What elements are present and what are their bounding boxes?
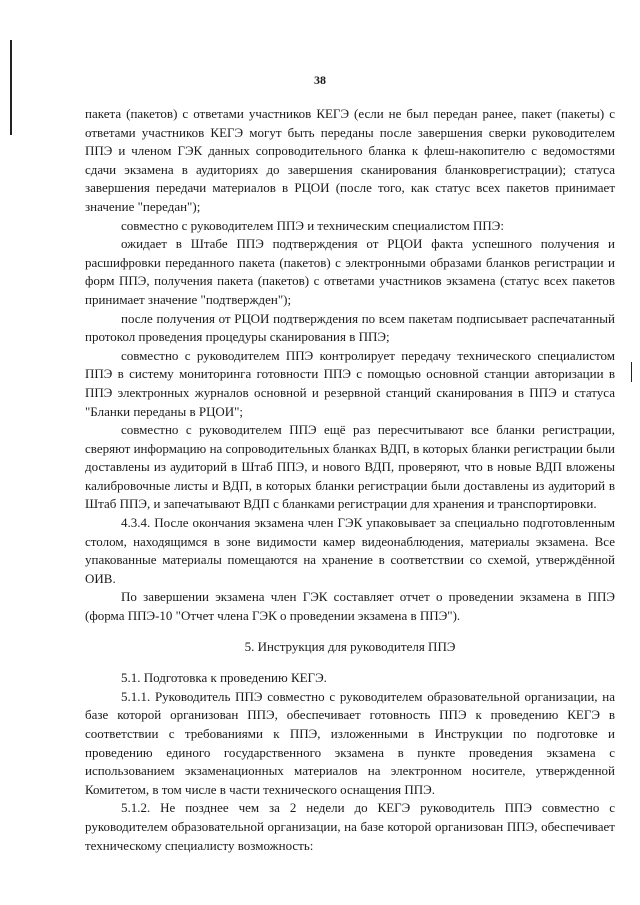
paragraph-5-1-1: 5.1.1. Руководитель ППЭ совместно с руководителем образовательной организации, на базе которой организован ППЭ, обеспечивает готовность ППЭ к проведению КЕГЭ в соответствии с требованиями к ППЭ, изложенными в Инструкции по подготовке и проведению единого государственного экзамена в пункте проведения экзамена с использованием экзаменационных материалов на электронном носителе, утвержденной Комитетом, в том числе в части технического оснащения ППЭ. [85, 688, 615, 797]
paragraph: По завершении экзамена член ГЭК составляет отчет о проведении экзамена в ППЭ (форма ППЭ-10 "Отчет члена ГЭК о проведении экзамена в ППЭ"). [85, 589, 615, 624]
paragraph-4-3-4: 4.3.4. После окончания экзамена член ГЭК упаковывает за специально подготовленным столом, находящимся в зоне видимости камер видеонаблюдения, материалы экзамена. Все упакованные материалы помещаются на хранение в соответствии со схемой, утверждённой ОИВ. [85, 515, 615, 586]
paragraph: после получения от РЦОИ подтверждения по всем пакетам подписывает распечатанный протокол проведения процедуры сканирования в ППЭ; [85, 310, 615, 345]
section-heading: 5. Инструкция для руководителя ППЭ [244, 638, 456, 654]
paragraph: совместно с руководителем ППЭ контролирует передачу технического специалистом ППЭ в систему мониторинга готовности ППЭ с помощью основной станции авторизации в ППЭ электронных журналов основной и резервной станций сканирования в ППЭ и статуса "Бланки переданы в РЦОИ"; [85, 347, 615, 419]
subsection-heading-5-1: 5.1. Подготовка к проведению КЕГЭ. [121, 670, 327, 686]
right-margin-mark [631, 362, 632, 382]
paragraph-5-1-2: 5.1.2. Не позднее чем за 2 недели до КЕГЭ руководитель ППЭ совместно с руководителем образовательной организации, на базе которой организован ППЭ, обеспечивает техническому специалисту возможность: [85, 800, 615, 853]
paragraph-continuation: пакета (пакетов) с ответами участников КЕГЭ (если не был передан ранее, пакет (пакеты) с ответами участников КЕГЭ могут быть переданы после завершения сверки руководителем ППЭ и членом ГЭК данных сопроводительного бланка к флеш-накопителю с ведомостями сдачи экзамена в аудиториях до завершения сканирования бланковрегистрации); статуса завершения передачи материалов в РЦОИ (после того, как статус всех пакетов принимает значение "передан"); [85, 106, 615, 214]
paragraph: ожидает в Штабе ППЭ подтверждения от РЦОИ факта успешного получения и расшифровки переданного пакета (пакетов) с электронными образами бланков регистрации и форм ППЭ, получения пакета (пакетов) с ответами участников экзамена (статус всех пакетов принимает значение "подтвержден"); [85, 236, 615, 307]
paragraph: совместно с руководителем ППЭ ещё раз пересчитывают все бланки регистрации, сверяют информацию на сопроводительных бланках ВДП, в которых бланки регистрации были доставлены из аудиторий в Штаб ППЭ, и нового ВДП, проверяют, что в новые ВДП вложены калибровочные листы и ВДП, в которых бланки регистрации были доставлены из аудиторий в Штаб ППЭ, и запечатывают ВДП с бланками регистрации для хранения и транспортировки. [85, 422, 615, 512]
document-body [85, 105, 615, 855]
paragraph: совместно с руководителем ППЭ и техническим специалистом ППЭ: [121, 217, 504, 233]
page-number: 38 [314, 73, 326, 87]
